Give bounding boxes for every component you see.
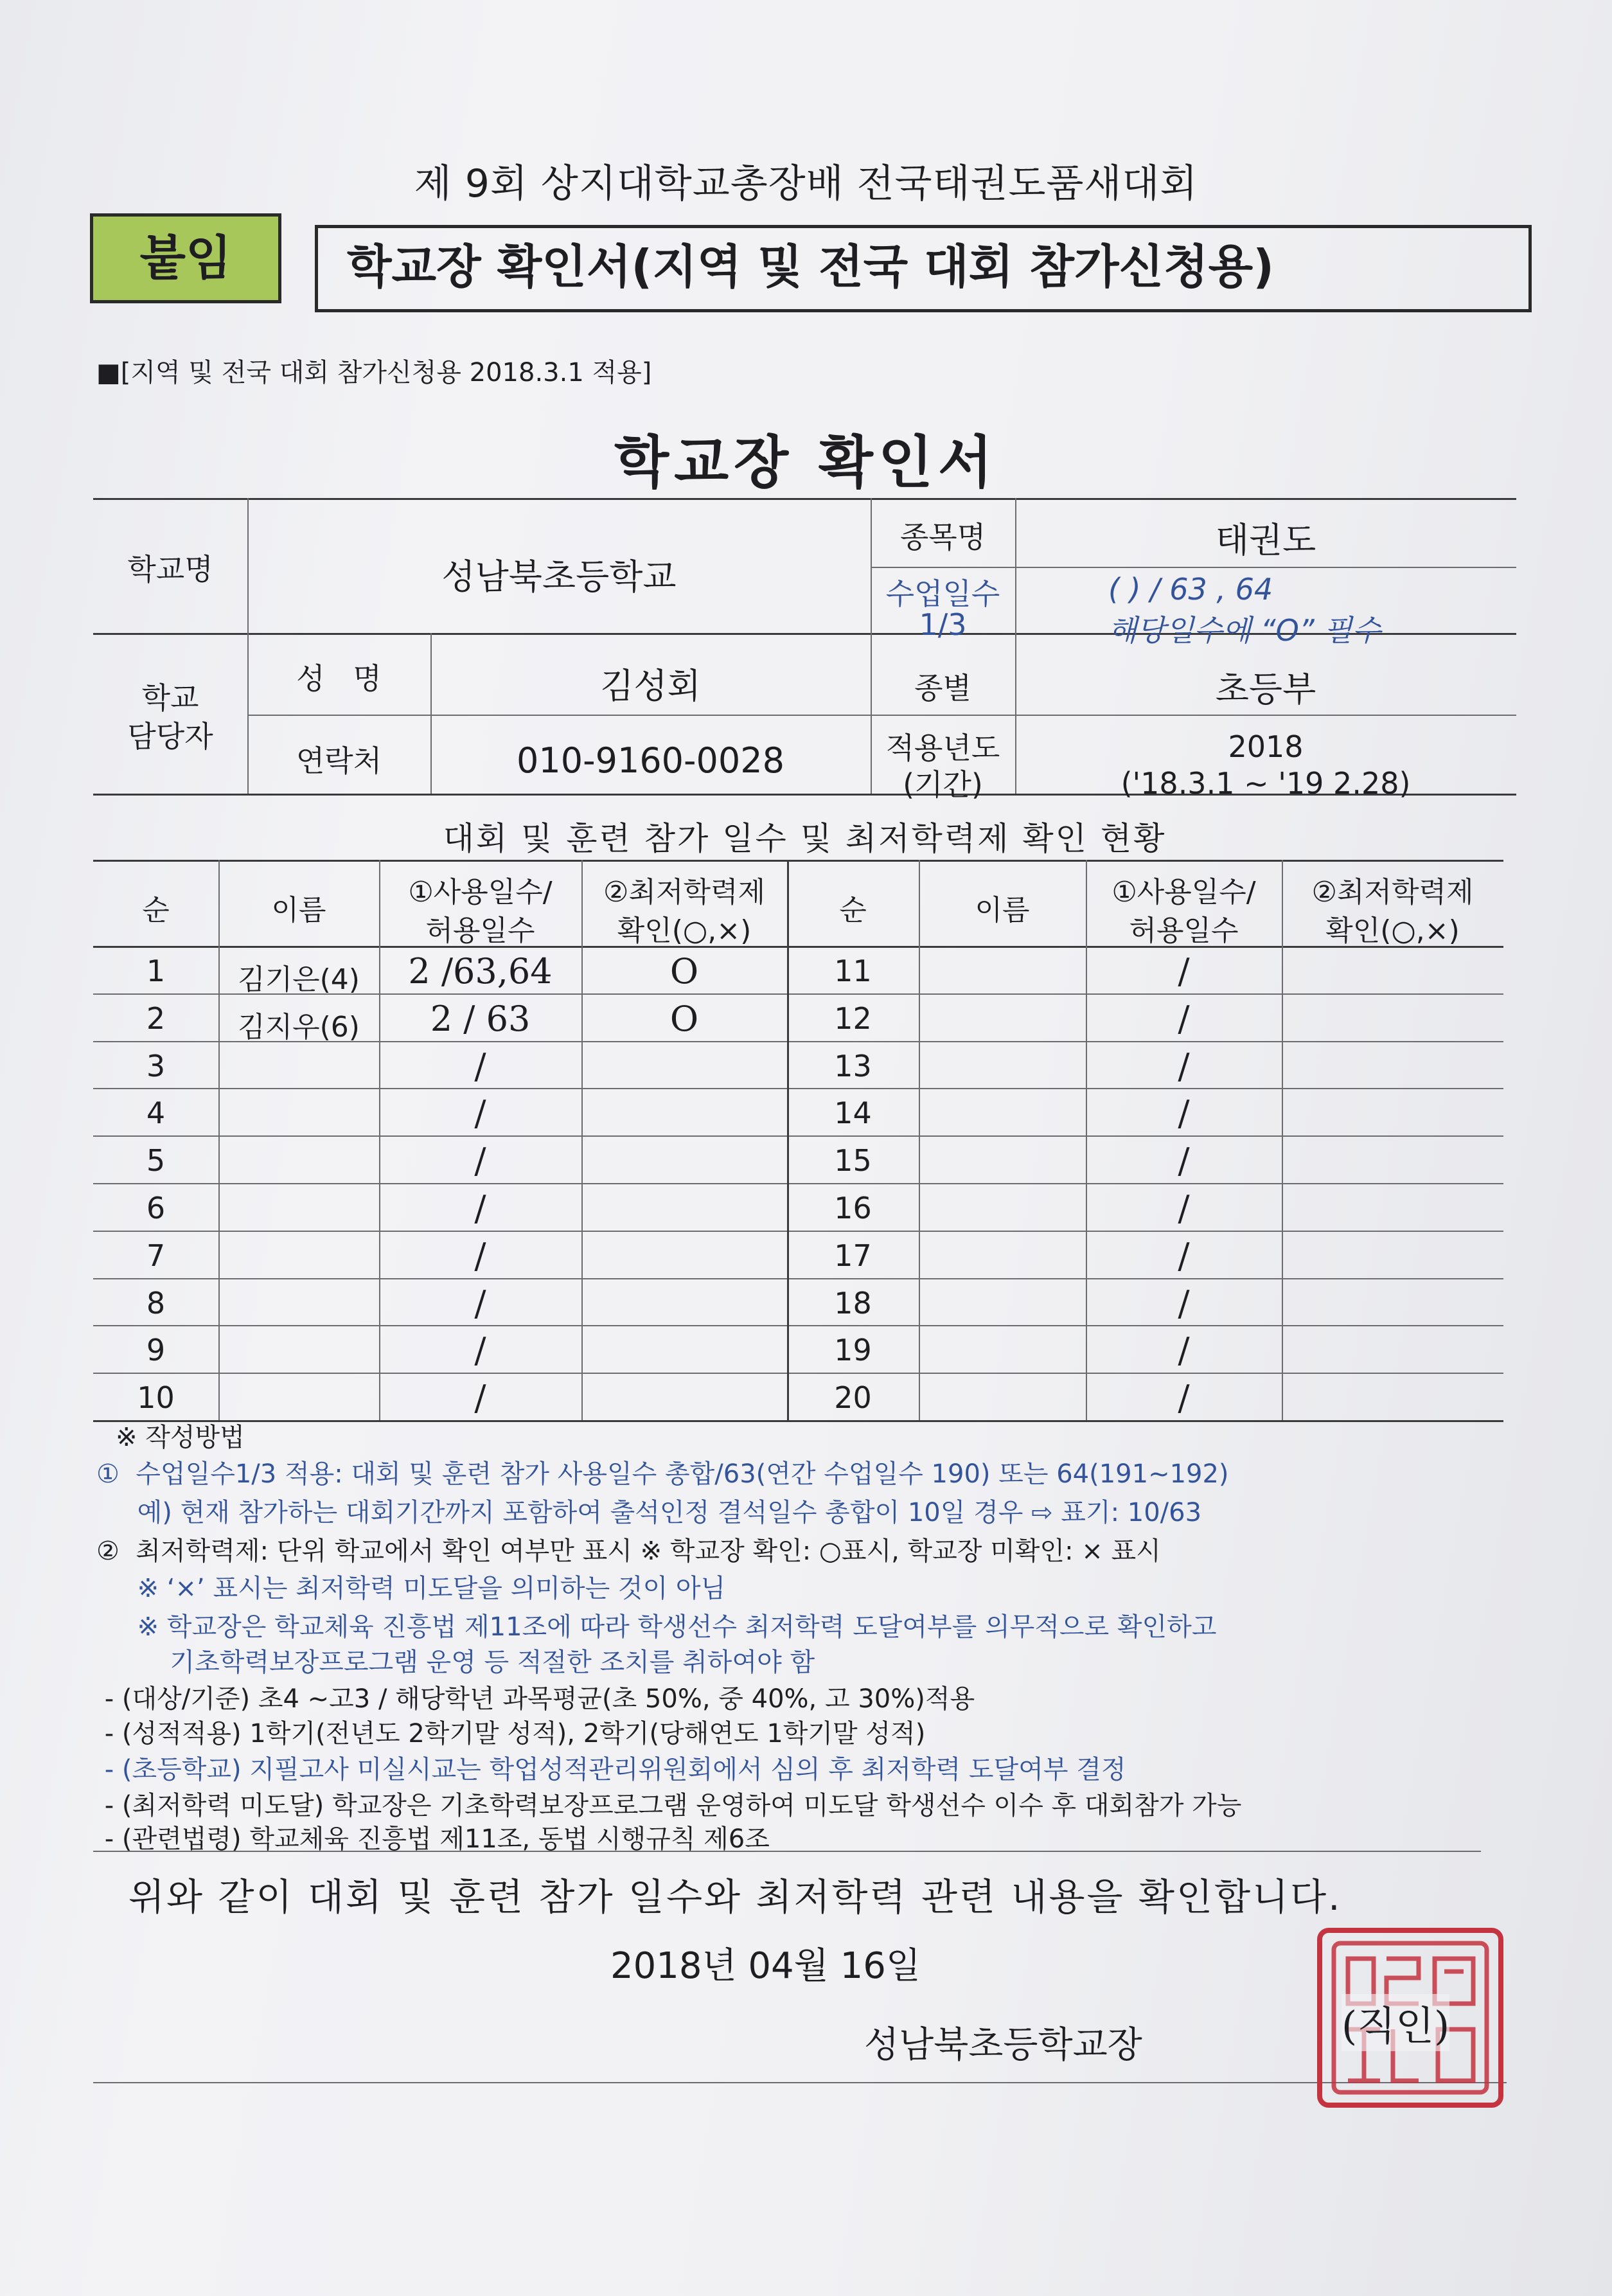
header-check-left: ②최저학력제 [603, 876, 765, 909]
header-days-right: ①사용일수/ [1112, 876, 1256, 909]
confirmation-date: 2018년 04월 16일 [610, 1945, 921, 1987]
division-label: 종별 [914, 671, 971, 706]
student-name: 김기은(4) [238, 963, 360, 996]
row-divider [93, 1135, 1503, 1137]
event-label: 종목명 [899, 520, 986, 555]
school-name-value: 성남북초등학교 [441, 556, 677, 597]
header-name-right: 이름 [975, 894, 1030, 927]
instruction-line: 예) 현재 참가하는 대회기간까지 포함하여 출석인정 결석일수 총합이 10일 경우 ⇨ 표기: 10/63 [96, 1498, 1202, 1527]
instruction-line: - (성적적용) 1학기(전년도 2학기말 성적), 2학기(당해연도 1학기말 성적) [96, 1719, 926, 1749]
status-table-title: 대회 및 훈련 참가 일수 및 최저학력제 확인 현황 [443, 820, 1167, 857]
row-number: 3 [146, 1048, 166, 1083]
row-number: 9 [146, 1333, 166, 1368]
header-check-left-2: 확인(○,×) [617, 914, 752, 947]
confirmation-statement: 위와 같이 대회 및 훈련 참가 일수와 최저학력 관련 내용을 확인합니다. [128, 1875, 1342, 1919]
row-number: 11 [834, 954, 872, 988]
event-title: 제 9회 상지대학교총장배 전국태권도품새대회 [414, 161, 1198, 206]
row-number: 14 [834, 1096, 872, 1131]
min-academic-check: O [669, 951, 699, 992]
seal-label: (직인) [1342, 1994, 1449, 2051]
used-days: 2 /63,64 [408, 951, 553, 992]
used-days: / [1178, 1378, 1190, 1419]
row-number: 18 [834, 1285, 872, 1321]
row-divider [93, 1278, 1503, 1279]
manager-label-2: 담당자 [127, 719, 213, 754]
row-number: 20 [834, 1380, 872, 1416]
principal-name: 성남북초등학교장 [864, 2024, 1142, 2066]
student-name: 김지우(6) [238, 1010, 360, 1044]
year-label-1: 적용년도 [885, 731, 1000, 765]
row-divider [93, 1373, 1503, 1374]
contact-value: 010-9160-0028 [517, 740, 784, 781]
used-days: / [474, 1141, 486, 1182]
used-days: / [1178, 1141, 1190, 1182]
row-number: 6 [146, 1191, 166, 1225]
instructions-heading: ※ 작성방법 [116, 1423, 245, 1452]
row-number: 8 [146, 1285, 166, 1321]
instruction-line: - (최저학력 미도달) 학교장은 기초학력보장프로그램 운영하여 미도달 학생선수 이수 후 대회참가 가능 [96, 1791, 1242, 1820]
row-number: 10 [137, 1380, 175, 1416]
name-label: 성 명 [296, 661, 382, 696]
header-no-right: 순 [839, 894, 867, 927]
used-days: 2 / 63 [430, 998, 531, 1039]
used-days: / [1178, 1093, 1190, 1134]
header-days-left: ①사용일수/ [408, 876, 553, 909]
event-value: 태권도 [1215, 520, 1316, 560]
row-divider [93, 1325, 1503, 1326]
attachment-badge: 붙임 [90, 213, 281, 303]
school-days-value: ( ) / 63 , 64 [1108, 572, 1273, 607]
header-no-left: 순 [142, 894, 170, 927]
used-days: / [474, 1378, 486, 1419]
instruction-line: - (초등학교) 지필고사 미실시교는 학업성적관리위원회에서 심의 후 최저학력 도달여부 결정 [96, 1755, 1126, 1784]
header-check-right: ②최저학력제 [1311, 876, 1474, 909]
row-number: 2 [146, 1001, 166, 1036]
row-number: 5 [146, 1143, 166, 1179]
used-days: / [1178, 1283, 1190, 1324]
instruction-line: - (관련법령) 학교체육 진흥법 제11조, 동법 시행규칙 제6조 [96, 1824, 770, 1854]
min-academic-check: O [669, 998, 699, 1039]
division-value: 초등부 [1215, 669, 1316, 709]
used-days: / [1178, 951, 1190, 992]
manager-label-1: 학교 [141, 681, 199, 715]
row-number: 19 [834, 1333, 872, 1368]
school-days-label: 수업일수 [885, 576, 1000, 611]
instruction-line: ② 최저학력제: 단위 학교에서 확인 여부만 표시 ※ 학교장 확인: ○표시, 학교장 미확인: × 표시 [96, 1536, 1161, 1566]
row-number: 13 [834, 1048, 872, 1083]
bottom-divider [93, 2082, 1507, 2083]
used-days: / [474, 1235, 486, 1276]
official-seal [1317, 1928, 1503, 2108]
instruction-line: ① 수업일수1/3 적용: 대회 및 훈련 참가 사용일수 총합/63(연간 수업일수 190) 또는 64(191~192) [96, 1459, 1229, 1489]
used-days: / [1178, 998, 1190, 1039]
header-check-right-2: 확인(○,×) [1325, 914, 1460, 947]
used-days: / [474, 1046, 486, 1087]
school-days-note: 해당일수에 “O” 필수 [1108, 613, 1381, 648]
used-days: / [1178, 1188, 1190, 1229]
school-days-fraction-label: 1/3 [919, 607, 967, 642]
used-days: / [474, 1283, 486, 1324]
used-days: / [474, 1093, 486, 1134]
instruction-line: ※ ‘×’ 표시는 최저학력 미도달을 의미하는 것이 아님 [96, 1574, 726, 1603]
row-divider [93, 1183, 1503, 1184]
header-days-left-2: 허용일수 [425, 914, 535, 947]
period-value: ('18.3.1 ~ '19 2.28) [1120, 766, 1411, 801]
row-number: 1 [146, 954, 166, 988]
used-days: / [474, 1188, 486, 1229]
row-number: 17 [834, 1238, 872, 1273]
row-divider [93, 1088, 1503, 1089]
used-days: / [474, 1330, 486, 1371]
instruction-line: - (대상/기준) 초4 ~고3 / 해당학년 과목평균(초 50%, 중 40%, 고 30%)적용 [96, 1684, 975, 1714]
header-name-left: 이름 [271, 894, 326, 927]
row-number: 12 [834, 1001, 872, 1036]
year-value: 2018 [1228, 729, 1304, 764]
row-divider [93, 1231, 1503, 1232]
row-number: 16 [834, 1191, 872, 1225]
used-days: / [1178, 1235, 1190, 1276]
application-note: ■[지역 및 전국 대회 참가신청용 2018.3.1 적용] [96, 358, 652, 387]
divider [93, 1851, 1481, 1852]
row-number: 4 [146, 1096, 166, 1131]
form-title: 학교장 확인서(지역 및 전국 대회 참가신청용) [315, 225, 1532, 312]
school-name-label: 학교명 [127, 552, 213, 587]
manager-name-value: 김성회 [600, 666, 701, 706]
row-number: 15 [834, 1143, 872, 1179]
year-label-2: (기간) [903, 767, 983, 802]
main-title: 학교장 확인서 [614, 429, 998, 495]
contact-label: 연락처 [296, 743, 382, 778]
instruction-line: 기초학력보장프로그램 운영 등 적절한 조치를 취하여야 함 [96, 1648, 815, 1677]
row-number: 7 [146, 1238, 166, 1273]
used-days: / [1178, 1046, 1190, 1087]
header-days-right-2: 허용일수 [1129, 914, 1239, 947]
instruction-line: ※ 학교장은 학교체육 진흥법 제11조에 따라 학생선수 최저학력 도달여부를 의무적으로 확인하고 [96, 1612, 1217, 1642]
used-days: / [1178, 1330, 1190, 1371]
